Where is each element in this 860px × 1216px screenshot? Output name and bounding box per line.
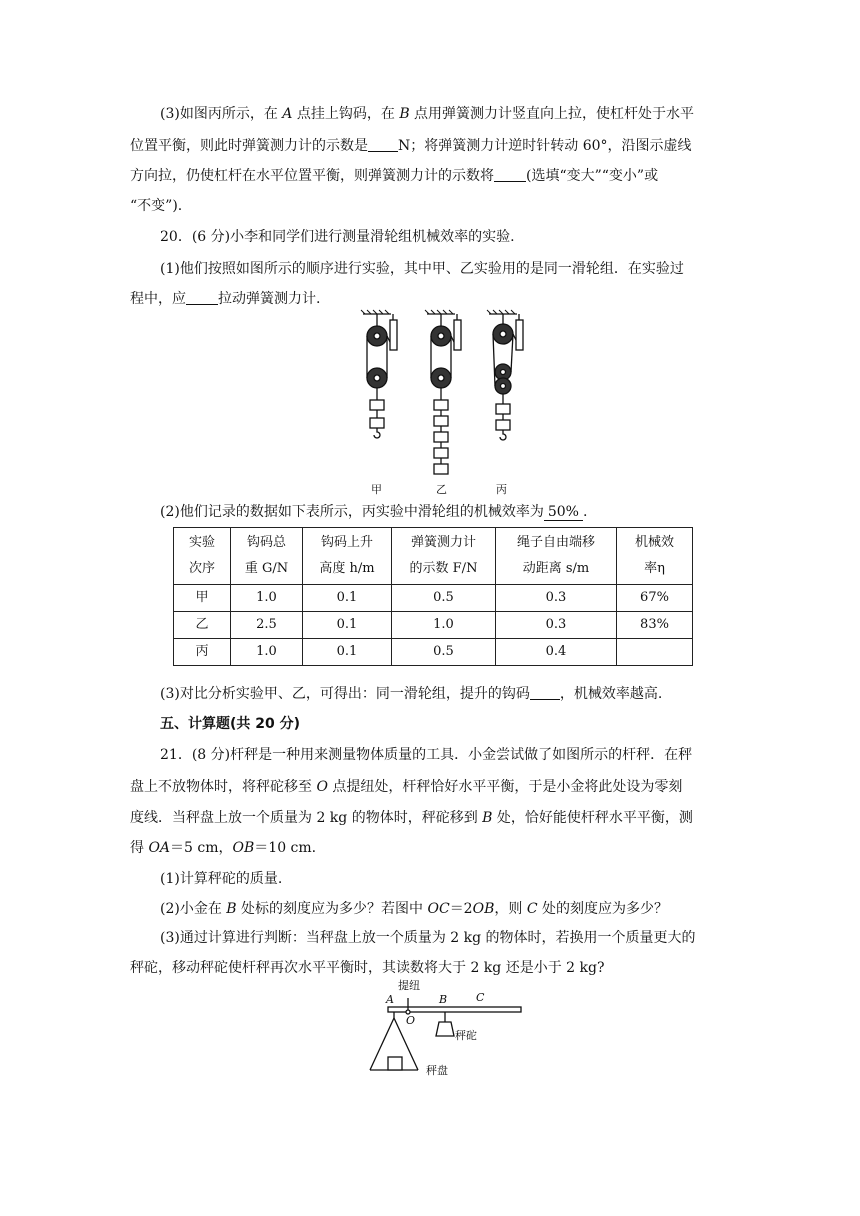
figure-label-yi: 乙: [436, 483, 447, 496]
q21-part3-line2: 秤砣，移动秤砣使杆秤再次水平平衡时，其读数将大于 2 kg 还是小于 2 kg?: [130, 960, 605, 976]
label-chengtuo: 秤砣: [455, 1029, 477, 1042]
q19-part3-line1: (3)如图丙所示，在 A 点挂上钩码，在 B 点用弹簧测力计竖直向上拉，使杠杆处于水平: [160, 106, 695, 122]
answer-filled: 50%: [544, 504, 583, 521]
section-heading: 五、计算题(共 20 分): [160, 716, 301, 732]
q21-part1: (1)计算秤砣的质量.: [160, 871, 283, 887]
label-C: C: [476, 991, 485, 1004]
label-chengpan: 秤盘: [426, 1064, 448, 1077]
q20-part3: (3)对比分析实验甲、乙，可得出：同一滑轮组，提升的钩码 ，机械效率越高.: [160, 686, 663, 702]
q19-part3-line2: 位置平衡，则此时弹簧测力计的示数是 N；将弹簧测力计逆时针转动 60°，沿图示虚线: [130, 138, 692, 154]
data-table: [173, 527, 693, 666]
q21-line1: 21．(8 分)杆秤是一种用来测量物体质量的工具．小金尝试做了如图所示的杆秤．在秤: [160, 747, 693, 763]
q20-part1-line2: 程中，应 拉动弹簧测力计.: [130, 291, 321, 307]
q21-line2: 盘上不放物体时，将秤砣移至 O 点提纽处，杆秤恰好水平平衡，于是小金将此处设为零刻: [130, 779, 683, 795]
table-row: 甲 1.0 0.1 0.5 0.3 67%: [174, 585, 693, 612]
label-B: B: [439, 993, 448, 1006]
q20-part1-line1: (1)他们按照如图所示的顺序进行实验，其中甲、乙实验用的是同一滑轮组．在实验过: [160, 261, 684, 277]
figure-label-jia: 甲: [371, 483, 382, 496]
label-O: O: [406, 1014, 416, 1027]
table-row: 丙 1.0 0.1 0.5 0.4: [174, 639, 693, 666]
figure-label-bing: 丙: [496, 483, 507, 496]
label-tizhu: 提纽: [398, 979, 420, 992]
q19-part3-line3: 方向拉，仍使杠杆在水平位置平衡，则弹簧测力计的示数将 (选填“变大”“变小”或: [130, 168, 659, 184]
q21-line3: 度线．当秤盘上放一个质量为 2 kg 的物体时，秤砣移到 B 处，恰好能使杆秤水平平衡，测: [130, 810, 693, 826]
label-A: A: [386, 993, 394, 1006]
table-header-row: 实验 次序 钩码总 重 G/N 钩码上升 高度 h/m 弹簧测力计 的示数 F/N 绳子自由端移 动距离 s/m 机械效 率η: [174, 528, 693, 585]
q21-line4: 得 OA＝5 cm，OB＝10 cm.: [130, 840, 317, 856]
q20-title: 20．(6 分)小李和同学们进行测量滑轮组机械效率的实验.: [160, 229, 515, 245]
answer-blank[interactable]: [186, 290, 218, 305]
q21-part2: (2)小金在 B 处标的刻度应为多少？若图中 OC＝2OB，则 C 处的刻度应为多少？: [160, 901, 668, 917]
answer-blank[interactable]: [530, 685, 560, 700]
pulley-figure: [355, 308, 525, 498]
q20-part2: (2)他们记录的数据如下表所示，丙实验中滑轮组的机械效率为 50% .: [160, 504, 588, 520]
table-row: 乙 2.5 0.1 1.0 0.3 83%: [174, 612, 693, 639]
q21-part3-line1: (3)通过计算进行判断：当秤盘上放一个质量为 2 kg 的物体时，若换用一个质量更大的: [160, 930, 696, 946]
q19-part3-line4: “不变”).: [130, 198, 183, 214]
answer-blank[interactable]: [494, 167, 526, 182]
answer-blank[interactable]: [368, 137, 398, 152]
